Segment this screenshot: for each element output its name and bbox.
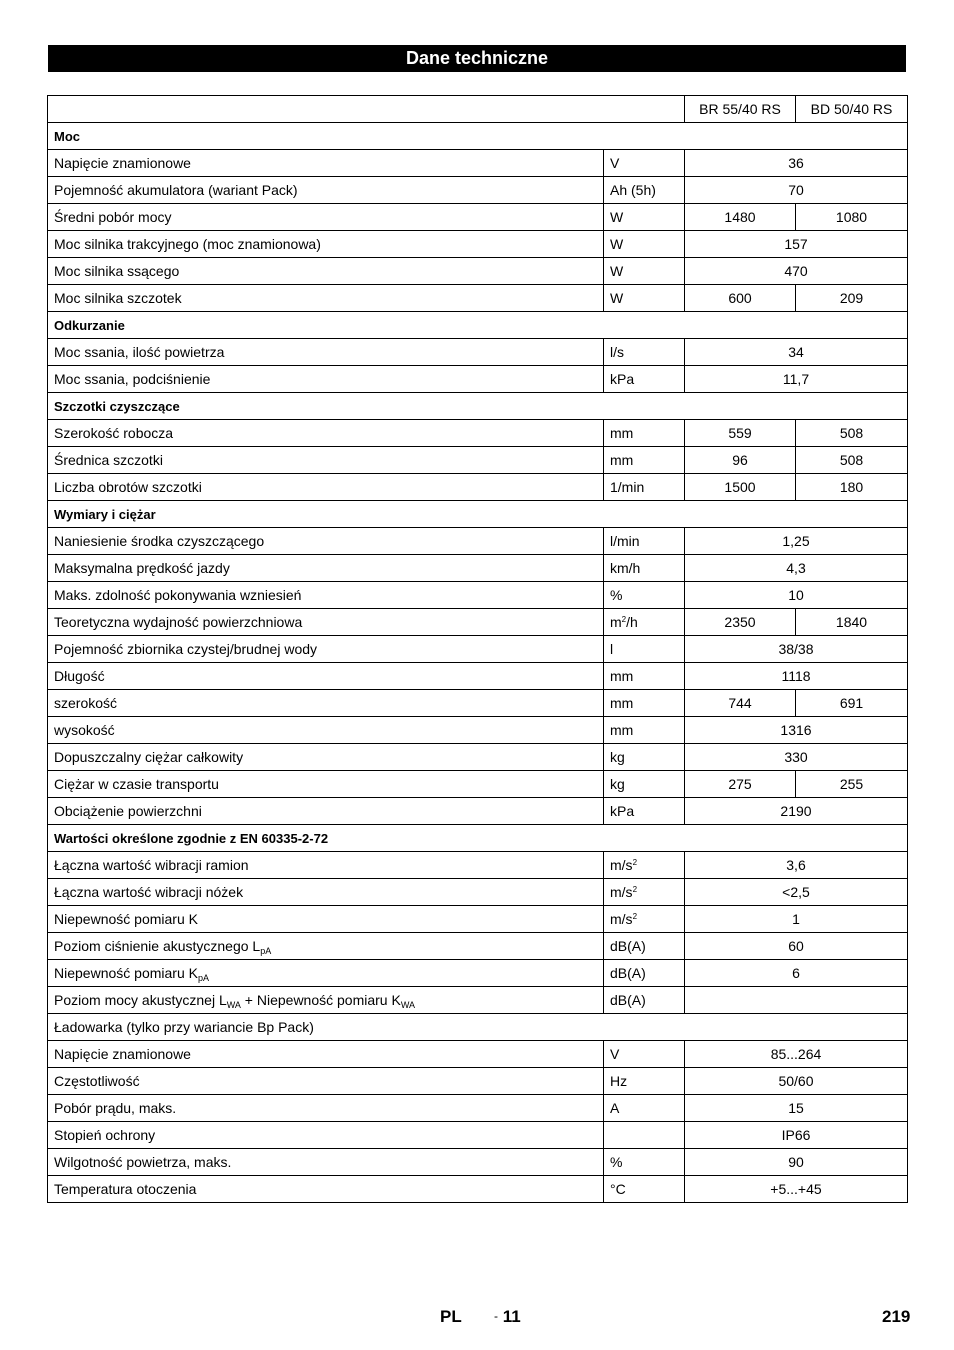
row-label-text: Naniesienie środka czyszczącego bbox=[54, 533, 265, 549]
section-heading: Wartości określone zgodnie z EN 60335-2-72 bbox=[48, 825, 908, 852]
row-unit-tail: /h bbox=[626, 614, 638, 630]
table-row bbox=[48, 744, 908, 771]
row-label-text: Liczba obrotów szczotki bbox=[54, 479, 202, 495]
row-unit-text: m/s bbox=[610, 884, 633, 900]
footer-dash: - bbox=[494, 1309, 498, 1323]
row-label bbox=[48, 1122, 604, 1149]
row-label-text: Obciążenie powierzchni bbox=[54, 803, 202, 819]
row-unit bbox=[604, 960, 685, 987]
row-label-text: Maksymalna prędkość jazdy bbox=[54, 560, 230, 576]
row-unit bbox=[604, 933, 685, 960]
row-label bbox=[48, 555, 604, 582]
row-unit-text: kg bbox=[610, 776, 625, 792]
row-label bbox=[48, 1149, 604, 1176]
row-unit-superscript: 2 bbox=[621, 615, 627, 624]
row-unit bbox=[604, 609, 685, 636]
row-unit-text: V bbox=[610, 155, 620, 171]
row-unit-superscript: 2 bbox=[632, 858, 638, 867]
value-shared: 36 bbox=[685, 150, 908, 177]
row-label bbox=[48, 744, 604, 771]
value-bd: 255 bbox=[796, 771, 908, 798]
row-unit-text: m bbox=[610, 614, 622, 630]
table-row bbox=[48, 636, 908, 663]
row-unit-text: Ah (5h) bbox=[610, 182, 656, 198]
row-label bbox=[48, 231, 604, 258]
row-unit bbox=[604, 1176, 685, 1203]
table-row bbox=[48, 960, 908, 987]
value-shared: 10 bbox=[685, 582, 908, 609]
section-row bbox=[48, 501, 908, 528]
value-shared: 85...264 bbox=[685, 1041, 908, 1068]
value-shared: <2,5 bbox=[685, 879, 908, 906]
value-shared: 6 bbox=[685, 960, 908, 987]
value-bd: 180 bbox=[796, 474, 908, 501]
row-label-text: Średnica szczotki bbox=[54, 452, 163, 468]
row-label-text: szerokość bbox=[54, 695, 118, 711]
row-unit bbox=[604, 582, 685, 609]
row-label bbox=[48, 1068, 604, 1095]
row-label bbox=[48, 771, 604, 798]
row-label bbox=[48, 906, 604, 933]
table-header-row bbox=[48, 96, 908, 123]
table-row bbox=[48, 447, 908, 474]
row-unit-text: m/s bbox=[610, 857, 633, 873]
page-title: Dane techniczne bbox=[48, 45, 906, 72]
row-unit-text: dB(A) bbox=[610, 992, 646, 1008]
footer-page-number: 11 bbox=[502, 1307, 521, 1326]
row-unit bbox=[604, 231, 685, 258]
row-label bbox=[48, 582, 604, 609]
row-unit bbox=[604, 690, 685, 717]
row-unit bbox=[604, 150, 685, 177]
row-label-text: Dopuszczalny ciężar całkowity bbox=[54, 749, 244, 765]
table-row bbox=[48, 285, 908, 312]
value-bd: 1840 bbox=[796, 609, 908, 636]
row-label bbox=[48, 798, 604, 825]
row-label bbox=[48, 258, 604, 285]
row-unit bbox=[604, 744, 685, 771]
row-label-text: Pobór prądu, maks. bbox=[54, 1100, 177, 1116]
row-label-text: Temperatura otoczenia bbox=[54, 1181, 197, 1197]
row-label bbox=[48, 636, 604, 663]
row-unit-text: mm bbox=[610, 425, 634, 441]
row-unit bbox=[604, 987, 685, 1014]
table-row bbox=[48, 1041, 908, 1068]
table-row bbox=[48, 879, 908, 906]
row-unit bbox=[604, 285, 685, 312]
table-row bbox=[48, 555, 908, 582]
table-row bbox=[48, 177, 908, 204]
value-shared: 70 bbox=[685, 177, 908, 204]
row-label-text: Pojemność akumulatora (wariant Pack) bbox=[54, 182, 298, 198]
row-unit bbox=[604, 177, 685, 204]
row-unit-text: Hz bbox=[610, 1073, 628, 1089]
row-label-text: Pojemność zbiornika czystej/brudnej wody bbox=[54, 641, 318, 657]
row-label bbox=[48, 528, 604, 555]
row-unit-text: W bbox=[610, 236, 624, 252]
row-unit-text: mm bbox=[610, 452, 634, 468]
value-br: 275 bbox=[685, 771, 796, 798]
table-row bbox=[48, 690, 908, 717]
value-shared: 38/38 bbox=[685, 636, 908, 663]
table-row bbox=[48, 906, 908, 933]
section-row bbox=[48, 825, 908, 852]
table-row bbox=[48, 258, 908, 285]
value-shared: 1,25 bbox=[685, 528, 908, 555]
section-heading: Wymiary i ciężar bbox=[48, 501, 908, 528]
value-shared: 34 bbox=[685, 339, 908, 366]
value-shared: 157 bbox=[685, 231, 908, 258]
row-unit-text: % bbox=[610, 1154, 623, 1170]
table-row bbox=[48, 420, 908, 447]
header-empty-cell bbox=[48, 96, 685, 123]
row-label bbox=[48, 177, 604, 204]
value-br: 2350 bbox=[685, 609, 796, 636]
row-label-subscript: WA bbox=[226, 1000, 241, 1010]
row-label bbox=[48, 339, 604, 366]
row-label bbox=[48, 366, 604, 393]
value-shared bbox=[685, 987, 908, 1014]
row-unit bbox=[604, 339, 685, 366]
row-unit-text: dB(A) bbox=[610, 965, 646, 981]
row-unit bbox=[604, 1095, 685, 1122]
row-label-text: Częstotliwość bbox=[54, 1073, 140, 1089]
row-unit bbox=[604, 1068, 685, 1095]
table-row bbox=[48, 852, 908, 879]
value-br: 1480 bbox=[685, 204, 796, 231]
row-label bbox=[48, 960, 604, 987]
row-label-text: Stopień ochrony bbox=[54, 1127, 156, 1143]
value-bd: 691 bbox=[796, 690, 908, 717]
row-unit-text: l/s bbox=[610, 344, 624, 360]
row-unit bbox=[604, 771, 685, 798]
table-row bbox=[48, 798, 908, 825]
table-row bbox=[48, 150, 908, 177]
table-row bbox=[48, 1122, 908, 1149]
value-bd: 209 bbox=[796, 285, 908, 312]
row-label-subscript: pA bbox=[260, 946, 272, 956]
row-unit bbox=[604, 420, 685, 447]
row-label-text: Wilgotność powietrza, maks. bbox=[54, 1154, 232, 1170]
row-unit-text: mm bbox=[610, 722, 634, 738]
row-unit bbox=[604, 879, 685, 906]
value-shared: 50/60 bbox=[685, 1068, 908, 1095]
row-label bbox=[48, 474, 604, 501]
row-unit-text: °C bbox=[610, 1181, 626, 1197]
row-label-text: wysokość bbox=[54, 722, 115, 738]
row-unit-text: A bbox=[610, 1100, 620, 1116]
row-label bbox=[48, 879, 604, 906]
value-br: 600 bbox=[685, 285, 796, 312]
row-label bbox=[48, 150, 604, 177]
row-unit-text: mm bbox=[610, 695, 634, 711]
row-unit bbox=[604, 555, 685, 582]
value-shared: 1 bbox=[685, 906, 908, 933]
row-unit-text: W bbox=[610, 263, 624, 279]
table-row bbox=[48, 582, 908, 609]
row-unit bbox=[604, 798, 685, 825]
row-label-text: Teoretyczna wydajność powierzchniowa bbox=[54, 614, 303, 630]
row-label bbox=[48, 1095, 604, 1122]
row-label-subscript: pA bbox=[197, 973, 209, 983]
row-unit-text: 1/min bbox=[610, 479, 645, 495]
footer-language: PL bbox=[440, 1307, 462, 1326]
row-label bbox=[48, 987, 604, 1014]
row-unit bbox=[604, 474, 685, 501]
value-shared: +5...+45 bbox=[685, 1176, 908, 1203]
table-row bbox=[48, 204, 908, 231]
row-label-text: Moc ssania, podciśnienie bbox=[54, 371, 211, 387]
row-unit bbox=[604, 366, 685, 393]
value-shared: 60 bbox=[685, 933, 908, 960]
row-label bbox=[48, 285, 604, 312]
row-label-continuation: + Niepewność pomiaru K bbox=[240, 992, 401, 1008]
row-label-text: Poziom ciśnienie akustycznego L bbox=[54, 938, 261, 954]
value-shared: 4,3 bbox=[685, 555, 908, 582]
row-label-text: Moc silnika szczotek bbox=[54, 290, 182, 306]
table-row bbox=[48, 366, 908, 393]
row-label-text: Długość bbox=[54, 668, 105, 684]
row-unit bbox=[604, 204, 685, 231]
row-label bbox=[48, 204, 604, 231]
table-row bbox=[48, 528, 908, 555]
value-shared: 11,7 bbox=[685, 366, 908, 393]
column-header-br: BR 55/40 RS bbox=[685, 96, 796, 123]
row-unit-text: kPa bbox=[610, 803, 635, 819]
row-label-text: Moc silnika ssącego bbox=[54, 263, 180, 279]
value-bd: 508 bbox=[796, 420, 908, 447]
row-unit-text: % bbox=[610, 587, 623, 603]
value-br: 1500 bbox=[685, 474, 796, 501]
row-unit bbox=[604, 1149, 685, 1176]
row-unit bbox=[604, 258, 685, 285]
table-row bbox=[48, 771, 908, 798]
row-label-text: Niepewność pomiaru K bbox=[54, 911, 198, 927]
row-label bbox=[48, 1176, 604, 1203]
row-unit bbox=[604, 528, 685, 555]
row-label-text: Maks. zdolność pokonywania wzniesień bbox=[54, 587, 302, 603]
row-label-text: Ciężar w czasie transportu bbox=[54, 776, 219, 792]
value-br: 96 bbox=[685, 447, 796, 474]
row-label-subscript: WA bbox=[400, 1000, 415, 1010]
column-header-bd: BD 50/40 RS bbox=[796, 96, 908, 123]
row-unit-text: mm bbox=[610, 668, 634, 684]
table-row bbox=[48, 987, 908, 1014]
value-shared: 2190 bbox=[685, 798, 908, 825]
row-label-text: Łączna wartość wibracji nóżek bbox=[54, 884, 244, 900]
row-label bbox=[48, 690, 604, 717]
row-unit bbox=[604, 717, 685, 744]
row-unit-superscript: 2 bbox=[632, 912, 638, 921]
row-unit bbox=[604, 663, 685, 690]
table-row bbox=[48, 609, 908, 636]
table-row bbox=[48, 231, 908, 258]
row-label bbox=[48, 717, 604, 744]
table-row bbox=[48, 1176, 908, 1203]
section-row bbox=[48, 393, 908, 420]
table-row bbox=[48, 717, 908, 744]
row-unit-text: W bbox=[610, 209, 624, 225]
row-unit-text: V bbox=[610, 1046, 620, 1062]
value-shared: 1118 bbox=[685, 663, 908, 690]
table-row bbox=[48, 933, 908, 960]
section-row bbox=[48, 1014, 908, 1041]
value-shared: 330 bbox=[685, 744, 908, 771]
row-unit bbox=[604, 1041, 685, 1068]
row-unit bbox=[604, 1122, 685, 1149]
row-unit bbox=[604, 852, 685, 879]
value-shared: 1316 bbox=[685, 717, 908, 744]
footer-section-page bbox=[494, 1307, 521, 1327]
value-bd: 508 bbox=[796, 447, 908, 474]
table-row bbox=[48, 663, 908, 690]
row-unit-text: kg bbox=[610, 749, 625, 765]
row-label-text: Moc ssania, ilość powietrza bbox=[54, 344, 225, 360]
row-unit-text: W bbox=[610, 290, 624, 306]
row-unit-text: l bbox=[610, 641, 614, 657]
table-row bbox=[48, 1068, 908, 1095]
row-label bbox=[48, 1041, 604, 1068]
value-bd: 1080 bbox=[796, 204, 908, 231]
footer-absolute-page: 219 bbox=[882, 1307, 911, 1326]
table-row bbox=[48, 474, 908, 501]
row-label-text: Niepewność pomiaru K bbox=[54, 965, 198, 981]
value-shared: IP66 bbox=[685, 1122, 908, 1149]
section-heading: Odkurzanie bbox=[48, 312, 908, 339]
row-label bbox=[48, 609, 604, 636]
value-shared: 3,6 bbox=[685, 852, 908, 879]
row-unit-text: dB(A) bbox=[610, 938, 646, 954]
row-unit-text: l/min bbox=[610, 533, 640, 549]
row-label bbox=[48, 447, 604, 474]
value-shared: 90 bbox=[685, 1149, 908, 1176]
table-row bbox=[48, 1095, 908, 1122]
row-label-text: Łączna wartość wibracji ramion bbox=[54, 857, 249, 873]
row-label bbox=[48, 663, 604, 690]
row-unit-superscript: 2 bbox=[632, 885, 638, 894]
row-label bbox=[48, 852, 604, 879]
row-unit-text: kPa bbox=[610, 371, 635, 387]
section-row bbox=[48, 123, 908, 150]
row-label bbox=[48, 420, 604, 447]
value-shared: 15 bbox=[685, 1095, 908, 1122]
section-heading: Szczotki czyszczące bbox=[48, 393, 908, 420]
row-label bbox=[48, 933, 604, 960]
table-row bbox=[48, 1149, 908, 1176]
row-unit bbox=[604, 636, 685, 663]
section-heading: Moc bbox=[48, 123, 908, 150]
table-row bbox=[48, 339, 908, 366]
value-shared: 470 bbox=[685, 258, 908, 285]
section-row bbox=[48, 312, 908, 339]
value-br: 559 bbox=[685, 420, 796, 447]
row-unit bbox=[604, 447, 685, 474]
value-br: 744 bbox=[685, 690, 796, 717]
row-label-text: Poziom mocy akustycznej L bbox=[54, 992, 227, 1008]
row-unit-text: m/s bbox=[610, 911, 633, 927]
row-unit-text: km/h bbox=[610, 560, 641, 576]
subsection-heading: Ładowarka (tylko przy wariancie Bp Pack) bbox=[48, 1014, 908, 1041]
spec-table bbox=[47, 95, 908, 1203]
row-label-text: Napięcie znamionowe bbox=[54, 155, 191, 171]
row-label-text: Moc silnika trakcyjnego (moc znamionowa) bbox=[54, 236, 321, 252]
row-unit bbox=[604, 906, 685, 933]
row-label-text: Średni pobór mocy bbox=[54, 209, 172, 225]
row-label-text: Szerokość robocza bbox=[54, 425, 174, 441]
row-label-text: Napięcie znamionowe bbox=[54, 1046, 191, 1062]
